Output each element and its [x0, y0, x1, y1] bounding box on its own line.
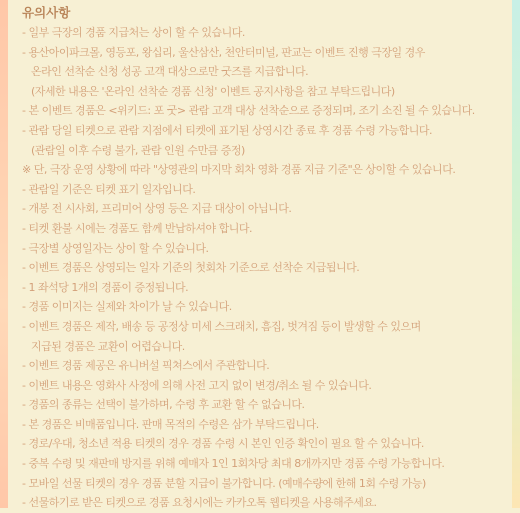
notice-line: - 본 경품은 비매품입니다. 판매 목적의 수령은 삼가 부탁드립니다. [22, 417, 319, 431]
notice-line: - 경품 이미지는 실제와 차이가 날 수 있습니다. [22, 300, 232, 314]
notice-line: - 이벤트 경품 제공은 유니버설 픽쳐스에서 주관합니다. [22, 359, 270, 373]
notice-line: - 이벤트 경품은 상영되는 일자 기준의 첫회차 기준으로 선착순 지급됩니다. [22, 261, 360, 275]
notice-line: - 중복 수령 및 재판매 방지를 위해 예매자 1인 1회차당 최대 8개까지만 경품 수령 가능합니다. [22, 457, 445, 471]
notice-line: (자세한 내용은 '온라인 선착순 경품 신청' 이벤트 공지사항을 참고 부탁드립니다) [31, 84, 395, 98]
notice-line: - 본 이벤트 경품은 <위키드: 포 굿> 관람 고객 대상 선착순으로 증정되며, 조기 소진 될 수 있습니다. [22, 104, 475, 118]
notice-line: - 경로/우대, 청소년 적용 티켓의 경우 경품 수령 시 본인 인증 확인이 필요 할 수 있습니다. [22, 437, 424, 451]
notice-line: - 관람일 기준은 티켓 표기 일자입니다. [22, 182, 196, 196]
notice-line: - 모바일 선물 티켓의 경우 경품 분할 지급이 불가합니다. (예매수량에 한해 1회 수령 가능) [22, 476, 426, 490]
right-gradient-edge [512, 0, 520, 508]
notice-line: - 일부 극장의 경품 지급처는 상이 할 수 있습니다. [22, 26, 245, 39]
notice-line: - 경품의 종류는 선택이 불가하며, 수령 후 교환 할 수 없습니다. [22, 398, 305, 412]
notice-line: - 용산아이파크몰, 영등포, 왕십리, 울산삼산, 천안터미널, 판교는 이벤트 진행 극장일 경우 [22, 45, 425, 59]
notice-line: - 이벤트 경품은 제작, 배송 등 공정상 미세 스크래치, 흠집, 벗겨짐 등이 발생할 수 있으며 [22, 319, 421, 333]
notice-line: 지급된 경품은 교환이 어렵습니다. [31, 339, 185, 353]
notice-line: - 선물하기로 받은 티켓으로 경품 요청시에는 카카오톡 웹티켓을 사용해주세요. [22, 496, 377, 510]
notice-line: - 개봉 전 시사회, 프리미어 상영 등은 지급 대상이 아닙니다. [22, 202, 292, 216]
notice-line: - 관람 당일 티켓으로 관람 지점에서 티켓에 표기된 상영시간 종료 후 경품 수령 가능합니다. [22, 123, 432, 137]
notice-line: (관람일 이후 수령 불가, 관람 인원 수만큼 증정) [31, 143, 245, 157]
notice-list [22, 23, 510, 513]
notice-line: - 1 좌석당 1개의 경품이 증정됩니다. [22, 280, 189, 294]
left-gradient-edge [0, 0, 8, 508]
notice-line: 온라인 선착순 신청 성공 고객 대상으로만 굿즈를 지급합니다. [31, 65, 309, 79]
notice-line: - 극장별 상영일자는 상이 할 수 있습니다. [22, 241, 209, 255]
notice-section [22, 4, 510, 513]
notice-title: 유의사항 [22, 5, 71, 20]
notice-line: - 이벤트 내용은 영화사 사정에 의해 사전 고지 없이 변경/취소 될 수 있습니다. [22, 378, 372, 392]
notice-line: ※ 단, 극장 운영 상황에 따라 "상영관의 마지막 회차 영화 경품 지급 기준"은 상이할 수 있습니다. [22, 163, 456, 177]
notice-line: - 티켓 환불 시에는 경품도 함께 반납하셔야 합니다. [22, 221, 252, 235]
